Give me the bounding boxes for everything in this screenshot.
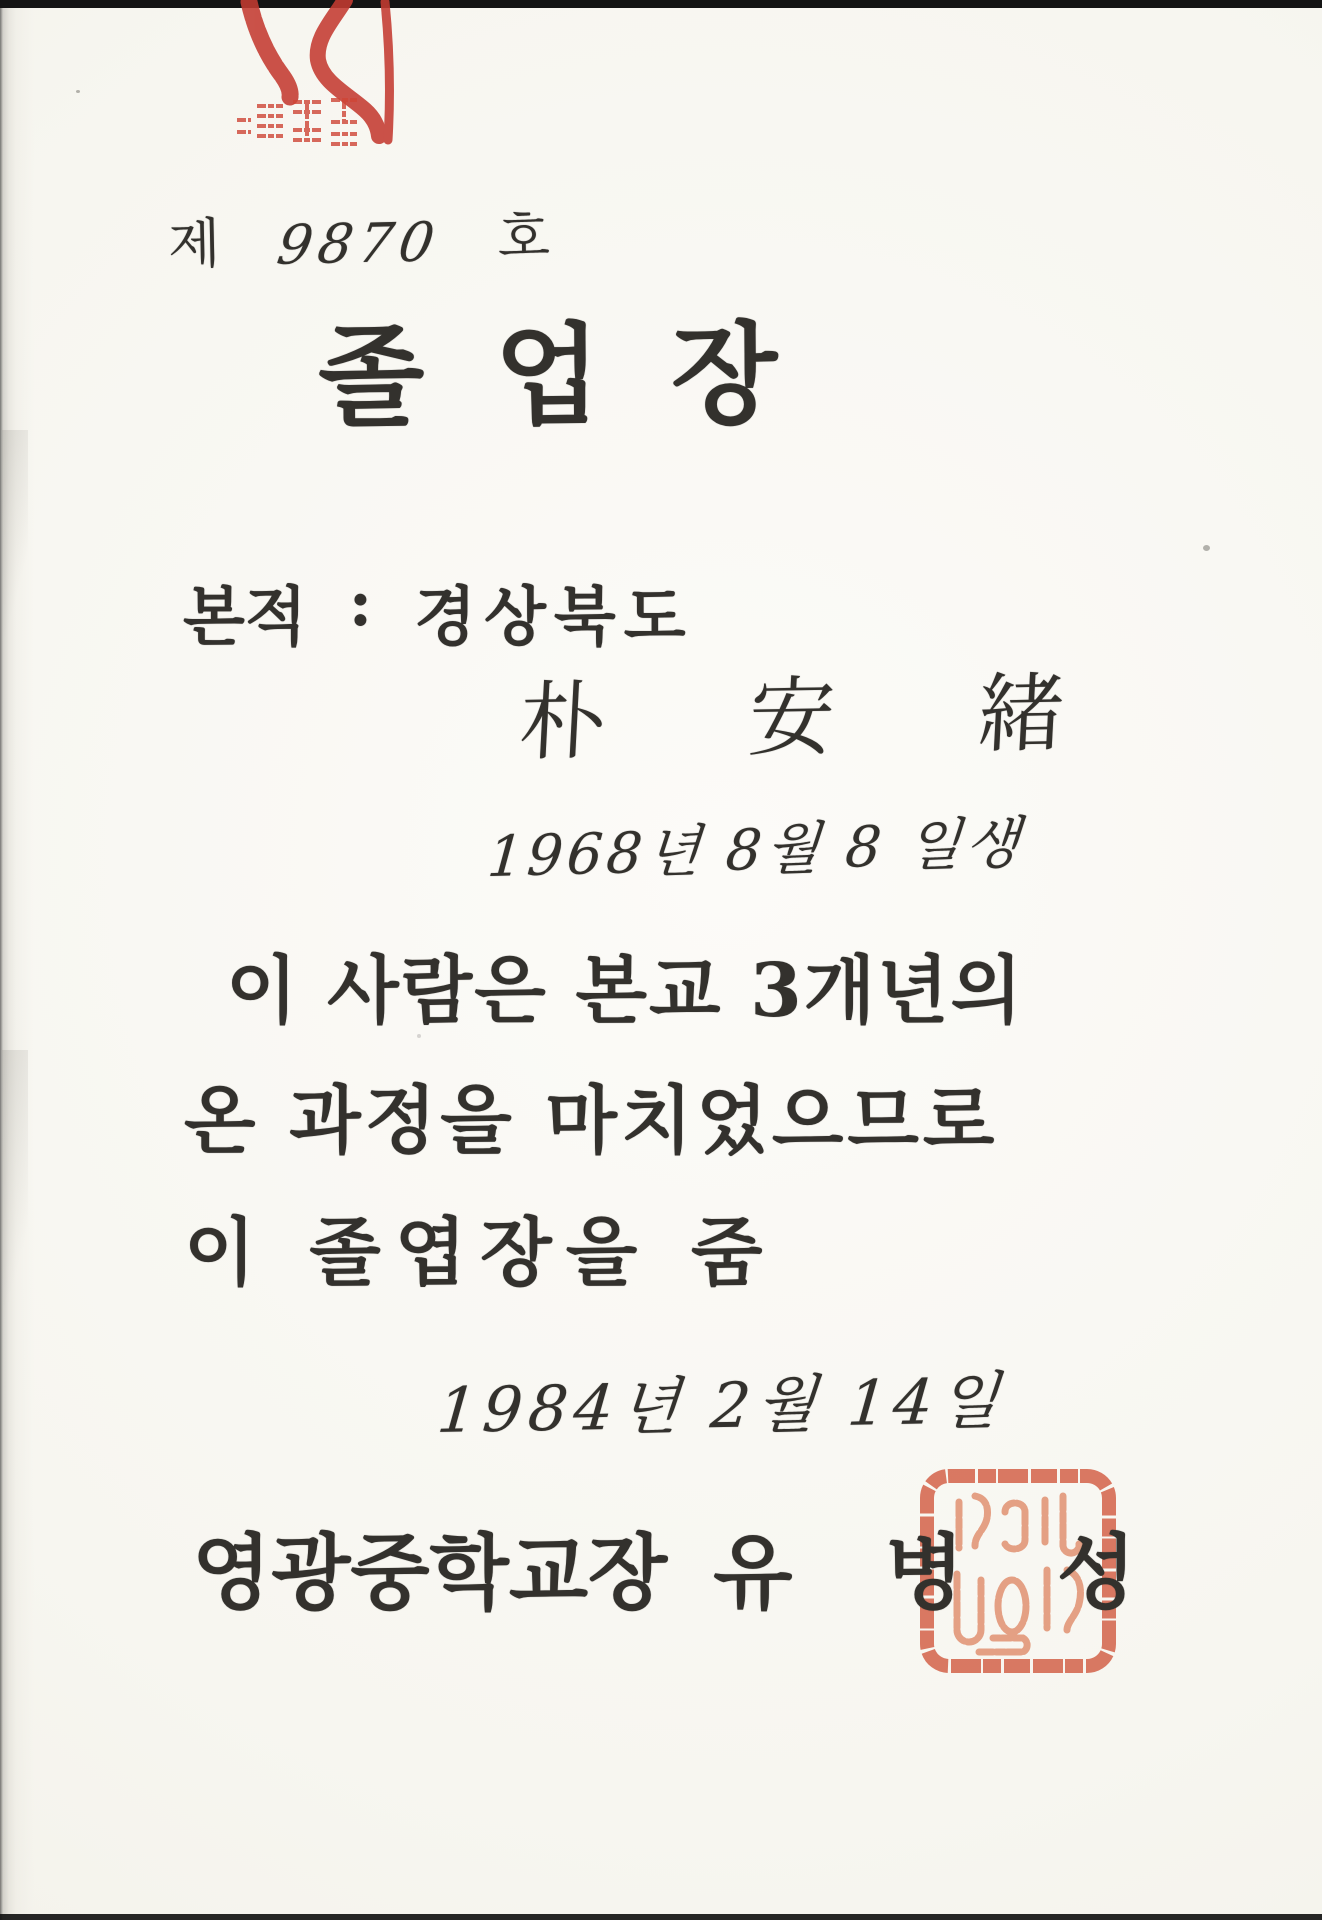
serial-number-line — [167, 194, 550, 279]
body-line-2: 온 과정을 마치었으므로 — [184, 1078, 999, 1164]
paper-crease — [2, 1050, 28, 1350]
recipient-name-hanja: 朴 安 緒 — [517, 662, 1125, 774]
issue-date-line: 1984년 2월 14일 — [434, 1363, 1008, 1448]
origin-value: 경상북도 — [414, 580, 694, 655]
paper-left-edge — [0, 0, 34, 1920]
certificate-title: 졸 업 장 — [317, 309, 794, 442]
signature-line — [192, 1508, 1168, 1625]
principal-name: 유 병 성 — [713, 1525, 1169, 1621]
body-line-1: 이 사람은 본교 3개년의 — [226, 948, 1025, 1034]
paper-speck — [1203, 545, 1210, 551]
school-seal-top-icon — [197, 0, 401, 148]
origin-line — [183, 566, 694, 658]
school-principal-title: 영광중학교장 — [192, 1525, 668, 1621]
origin-label: 본적 — [183, 580, 307, 655]
paper-crease — [2, 430, 28, 650]
scan-bottom-edge — [0, 1914, 1322, 1920]
body-line-3: 이 졸엽장을 줌 — [184, 1210, 777, 1296]
serial-suffix: 호 — [497, 205, 551, 270]
paper-speck — [76, 90, 80, 93]
serial-prefix: 제 — [167, 211, 221, 276]
serial-number: 9870 — [273, 210, 445, 277]
origin-separator: : — [348, 566, 373, 641]
birthdate-line: 1968년 8월 8 일생 — [485, 810, 1026, 891]
